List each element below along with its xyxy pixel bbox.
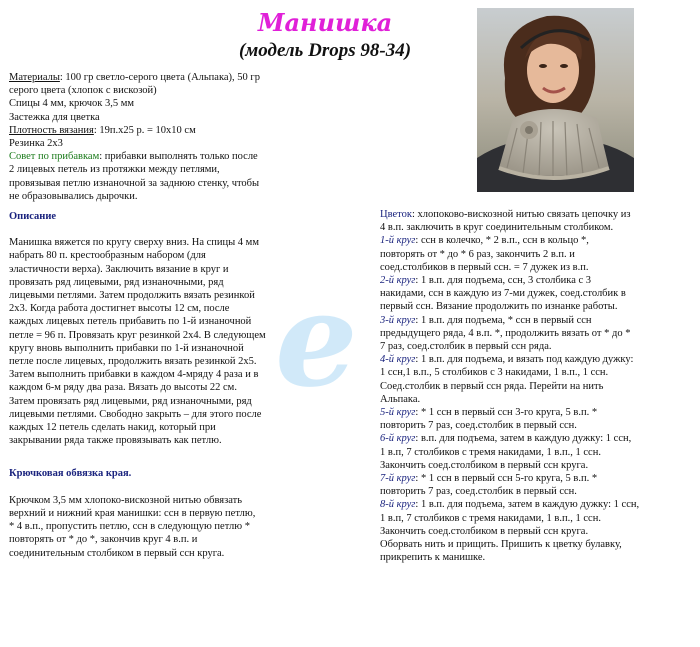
description-line: каждых 12 петель сделать накид, который при [9, 422, 216, 434]
round-label: 4-й круг [380, 354, 416, 366]
round-8-line [380, 498, 693, 511]
needles-line: Спицы 4 мм, крючок 3,5 мм [9, 98, 135, 110]
description-heading: Описание [9, 211, 57, 223]
description-line: Затем провязать ряд лицевыми, ряд изнаночными, ряд [9, 395, 252, 407]
round-label: 6-й круг [380, 433, 416, 445]
description-line: Манишка вяжется по кругу сверху вниз. На спицы 4 мм [9, 237, 259, 249]
round-text: : * 1 ссн в первый ссн 5-го круга, 5 в.п. * [415, 473, 598, 485]
density-line [9, 124, 331, 137]
rib-line: Резинка 2x3 [9, 138, 63, 150]
round-text: : * 1 ссн в первый ссн 3-го круга, 5 в.п. * [415, 407, 598, 419]
tip-line-3: провязывая петлю изнаночной за заднюю стенку, чтобы [9, 177, 260, 189]
round-4-line: Альпака. [380, 393, 421, 405]
tip-line [9, 150, 331, 163]
description-line: кругу вновь выполнить прибавки по 1-й изнаночной [9, 342, 244, 354]
flower-text: : хлопоково-вискозной нитью связать цепочку из [411, 209, 631, 220]
closing-line: Оборвать нить и прищить. Пришить к цветку булавку, [380, 539, 622, 551]
tip-label: Совет по прибавкам [9, 151, 100, 163]
round-text: : 1 в.п. для подъема, * ссн в первый ссн [415, 314, 592, 326]
round-label: 5-й круг [380, 407, 416, 419]
edging-body [9, 494, 331, 560]
round-4-line [380, 353, 693, 366]
edging-heading: Крючковая обвязка края. [9, 468, 132, 480]
flower-line-2: 4 в.п. заключить в круг соединительным столбиком. [380, 222, 614, 234]
description-line: набрать 80 п. крестообразным набором (для [9, 250, 206, 262]
round-7-line [380, 472, 693, 485]
description-line: каждых лицевых петель прибавить по 1-й изнаночной [9, 316, 252, 328]
round-4-line: Соед.столбик в первый ссн ряда. Перейти на нить [380, 380, 604, 392]
round-3-line [380, 314, 693, 327]
round-label: 3-й круг [380, 314, 416, 326]
woman-wearing-knitted-cowl-photo [477, 8, 634, 192]
round-text: : 1 в.п. для подъема, затем в каждую дужку: 1 ссн, [415, 499, 640, 511]
description-line: лицевыми петлями. Затем продолжить вязать резинкой [9, 290, 255, 302]
round-1-line: повторять от * до * 6 раз, закончить 2 в.п. и [380, 248, 575, 260]
round-6-line: Закончить соед.столбиком в первый ссн круга. [380, 459, 589, 471]
description-line: Затем выполнить прибавки в каждом 4-мряду 4 раза и в [9, 369, 259, 381]
materials-line [9, 71, 331, 84]
page-subtitle: (модель Drops 98-34) [238, 40, 412, 61]
round-6-line [380, 432, 693, 445]
watermark-letter: e [275, 270, 358, 410]
description-line: петле = 96 п. Провязать круг резинкой 2x4. В следующем [9, 329, 266, 341]
round-label: 8-й круг [380, 499, 416, 511]
round-label: 7-й круг [380, 473, 416, 485]
round-text: : 1 в.п. для подъема, и вязать под каждую дужку: [415, 354, 634, 366]
flower-label: Цветок [380, 209, 412, 220]
round-2-line: первый ссн. Вязание продолжить по изнанке работы. [380, 301, 618, 313]
round-5-line: повторить 7 раз, соед.столбик в первый ссн. [380, 420, 577, 432]
round-label: 2-й круг [380, 275, 416, 287]
edging-line: повторять от * до *, закончив круг 4 в.п. и [9, 534, 198, 546]
right-column [380, 208, 693, 564]
model-photo [477, 8, 634, 192]
edging-line: * 4 в.п., пропустить петлю, ссн в следующую петлю * [9, 521, 251, 533]
round-label: 1-й круг [380, 235, 416, 247]
flower-line [380, 208, 693, 221]
closing-line: прикрепить к манишке. [380, 552, 486, 564]
round-8-line: 1 в.п, 7 столбиков с тремя накидами, 1 в.п., 1 ссн. [380, 512, 601, 524]
round-text: : в.п. для подъема, затем в каждую дужку: 1 ссн, [415, 433, 632, 445]
round-4-line: 1 ссн,1 в.п., 5 столбиков с 3 накидами, 1 в.п., 1 ссн. [380, 367, 609, 379]
density-label: Плотность вязания [9, 124, 94, 136]
left-column [9, 71, 331, 560]
round-text: : ссн в колечко, * 2 в.п., ссн в кольцо *, [415, 235, 589, 247]
description-line: 2x3. Когда работа достигнет высоты 12 см, после [9, 303, 230, 315]
page-title: Манишка [257, 8, 393, 37]
round-text: : 1 в.п. для подъема, ссн, 3 столбика с 3 [415, 275, 592, 287]
materials-line-2: серого цвета (хлопок с вискозой) [9, 85, 157, 97]
round-1-line [380, 234, 693, 247]
density-text: : 19п.x25 р. = 10x10 см [93, 124, 196, 136]
round-2-line [380, 274, 693, 287]
clasp-line: Застежка для цветка [9, 111, 100, 123]
description-line: эластичности верха). Заключить вязание в круг и [9, 263, 229, 275]
materials-text: : 100 гр светло-серого цвета (Альпака), 50 гр [59, 72, 260, 83]
tip-text: : прибавки выполнять только после [99, 151, 258, 163]
description-body [9, 236, 331, 447]
description-line: лицевыми петлями. Свободно закрыть – для этого после [9, 408, 262, 420]
round-2-line: накидами, ссн в каждую из 7-ми дужек, соед.столбик в [380, 288, 626, 300]
round-3-line: предыдущего ряда, 4 в.п. *, продолжить вязать от * до * [380, 327, 631, 339]
round-8-line: Закончить соед.столбиком в первый ссн круга. [380, 525, 589, 537]
round-3-line: 7 раз, соед.столбик в первый ссн ряда. [380, 341, 552, 353]
description-line: каждом 6-м ряду два раза. Вязать до высоты 22 см. [9, 382, 237, 394]
description-line: петле после лицевых, продолжить вязать резинкой 2x5. [9, 356, 257, 368]
tip-line-4: не образовывались дырочки. [9, 190, 138, 202]
edging-line: соединительным столбиком в первый ссн круга. [9, 547, 225, 559]
edging-line: Крючком 3,5 мм хлопоко-вискозной нитью обвязать [9, 494, 243, 506]
materials-label: Материалы [9, 72, 60, 83]
description-line: провязать ряд лицевыми, ряд изнаночными, ряд [9, 276, 224, 288]
round-5-line [380, 406, 693, 419]
round-6-line: 1 в.п, 7 столбиков с тремя накидами, 1 в.п., 1 ссн. [380, 446, 601, 458]
tip-line-2: 2 лицевых петель из протяжки между петлями, [9, 164, 220, 176]
round-7-line: повторить 7 раз, соед.столбик в первый ссн. [380, 486, 577, 498]
description-line: закрывании ряда также провязывать как петлю. [9, 435, 222, 447]
round-1-line: соед.столбиков в первый ссн. = 7 дужек из в.п. [380, 261, 589, 273]
edging-line: верхний и нижний края манишки: ссн в первую петлю, [9, 507, 256, 519]
